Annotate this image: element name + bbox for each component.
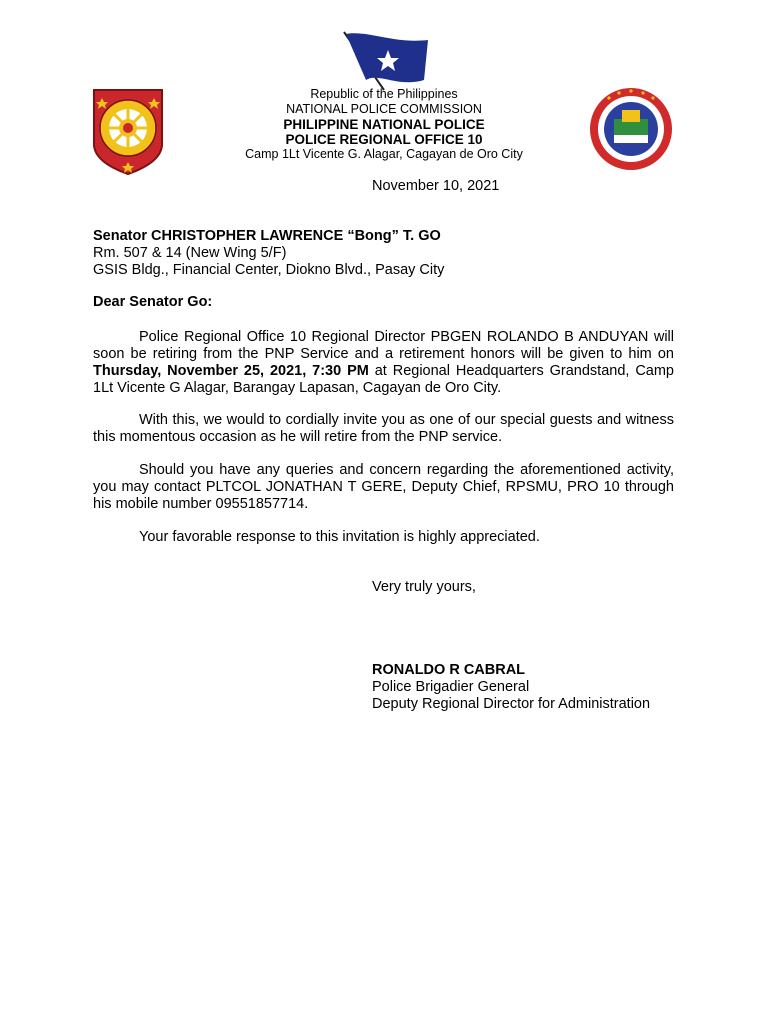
closing: Very truly yours, bbox=[372, 579, 476, 595]
recipient-name: Senator CHRISTOPHER LAWRENCE “Bong” T. GO bbox=[93, 228, 441, 244]
recipient-block bbox=[93, 228, 444, 279]
recipient-room: Rm. 507 & 14 (New Wing 5/F) bbox=[93, 245, 287, 261]
header-pro10: POLICE REGIONAL OFFICE 10 bbox=[285, 132, 483, 147]
paragraph-1 bbox=[93, 329, 674, 397]
paragraph-1-event-date: Thursday, November 25, 2021, 7:30 PM bbox=[93, 363, 369, 379]
signatory-name: RONALDO R CABRAL bbox=[372, 662, 526, 678]
signatory-title: Deputy Regional Director for Administration bbox=[372, 696, 651, 712]
recipient-address: GSIS Bldg., Financial Center, Diokno Blvd., Pasay City bbox=[93, 262, 445, 278]
salutation: Dear Senator Go: bbox=[93, 294, 213, 310]
paragraph-2: With this, we would to cordially invite you as one of our special guests and witness this momentous occasion as he will retire from the PNP service. bbox=[93, 412, 674, 445]
signature-block bbox=[372, 662, 650, 713]
header-napolcom: NATIONAL POLICE COMMISSION bbox=[286, 102, 482, 116]
header-pnp: PHILIPPINE NATIONAL POLICE bbox=[283, 117, 485, 132]
signatory-rank: Police Brigadier General bbox=[372, 679, 530, 695]
paragraph-1-text-b: at Regional Headquarters Grandstand, Camp 1Lt Vicente G Alagar, Barangay Lapasan, Cagayan de Oro City. bbox=[93, 363, 674, 396]
letter-date: November 10, 2021 bbox=[372, 178, 500, 194]
letterhead bbox=[0, 87, 768, 162]
paragraph-1-text-a: Police Regional Office 10 Regional Director PBGEN ROLANDO B ANDUYAN will soon be retiring from the PNP Service and a retirement honors will be given to him on bbox=[93, 329, 674, 362]
header-republic: Republic of the Philippines bbox=[310, 87, 458, 101]
paragraph-4: Your favorable response to this invitation is highly appreciated. bbox=[139, 529, 540, 545]
paragraph-3: Should you have any queries and concern regarding the aforementioned activity, you may contact PLTCOL JONATHAN T GERE, Deputy Chief, RPSMU, PRO 10 through his mobile number 09551857714. bbox=[93, 462, 674, 512]
flag-icon bbox=[338, 28, 432, 92]
header-address: Camp 1Lt Vicente G. Alagar, Cagayan de Oro City bbox=[245, 147, 523, 161]
